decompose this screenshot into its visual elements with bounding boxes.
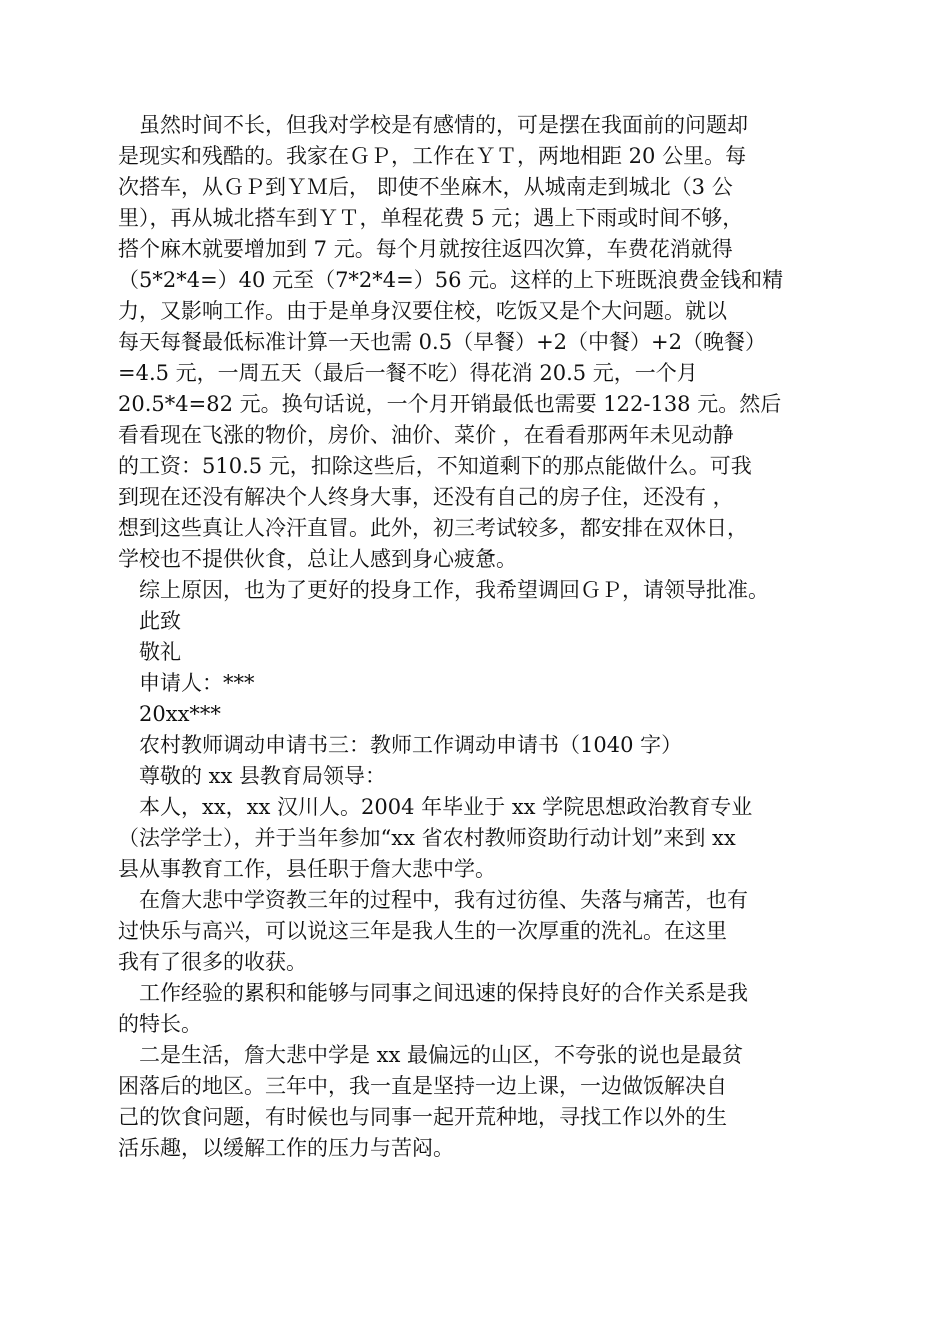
text-line: 活乐趣，以缓解工作的压力与苦闷。 (118, 1136, 454, 1160)
text-line: 学校也不提供伙食，总让人感到身心疲惫。 (118, 547, 517, 571)
text-line: 过快乐与高兴，可以说这三年是我人生的一次厚重的洗礼。在这里 (118, 919, 727, 943)
text-line: 20.5*4=82 元。换句话说，一个月开销最低也需要 122-138 元。然后 (118, 392, 782, 416)
text-line: 尊敬的 xx 县教育局领导： (118, 764, 387, 788)
text-line: （法学学士），并于当年参加“xx 省农村教师资助行动计划”来到 xx (118, 826, 736, 850)
text-line: =4.5 元，一周五天（最后一餐不吃）得花消 20.5 元，一个月 (118, 361, 698, 385)
text-line: 农村教师调动申请书三：教师工作调动申请书（1040 字） (118, 733, 683, 757)
text-line: 本人，xx，xx 汉川人。2004 年毕业于 xx 学院思想政治教育专业 (118, 795, 753, 819)
text-line: 搭个麻木就要增加到 7 元。每个月就按往返四次算，车费花消就得 (118, 237, 733, 261)
text-line: 二是生活，詹大悲中学是 xx 最偏远的山区，不夸张的说也是最贫 (118, 1043, 744, 1067)
text-line: 的工资：510.5 元，扣除这些后，不知道剩下的那点能做什么。可我 (118, 454, 752, 478)
text-line: 敬礼 (118, 640, 181, 664)
text-line: 困落后的地区。三年中，我一直是坚持一边上课，一边做饭解决自 (118, 1074, 727, 1098)
text-line: 此致 (118, 609, 181, 633)
text-line: 到现在还没有解决个人终身大事，还没有自己的房子住，还没有 ， (118, 485, 734, 509)
text-line: 次搭车，从ＧＰ到ＹＭ后， 即使不坐麻木，从城南走到城北（3 公 (118, 175, 733, 199)
text-line: 力，又影响工作。由于是单身汉要住校，吃饭又是个大问题。就以 (118, 299, 727, 323)
text-line: 我有了很多的收获。 (118, 950, 307, 974)
text-line: 己的饮食问题，有时候也与同事一起开荒种地，寻找工作以外的生 (118, 1105, 727, 1129)
text-line: 虽然时间不长，但我对学校是有感情的，可是摆在我面前的问题却 (118, 113, 748, 137)
text-line: 是现实和残酷的。我家在ＧＰ，工作在ＹＴ，两地相距 20 公里。每 (118, 144, 747, 168)
text-line: 申请人：*** (118, 671, 255, 695)
text-line: 县从事教育工作，县任职于詹大悲中学。 (118, 857, 496, 881)
text-line: 看看现在飞涨的物价，房价、油价、菜价 ，在看看那两年未见动静 (118, 423, 734, 447)
text-line: 20xx*** (118, 702, 221, 726)
text-line: 想到这些真让人冷汗直冒。此外，初三考试较多，都安排在双休日， (118, 516, 748, 540)
text-line: （5*2*4=）40 元至（7*2*4=）56 元。这样的上下班既浪费金钱和精 (118, 268, 784, 292)
text-line: 在詹大悲中学资教三年的过程中，我有过彷徨、失落与痛苦，也有 (118, 888, 748, 912)
text-line: 每天每餐最低标准计算一天也需 0.5（早餐）+2（中餐）+2（晚餐） (118, 330, 766, 354)
text-line: 工作经验的累积和能够与同事之间迅速的保持良好的合作关系是我 (118, 981, 748, 1005)
text-line: 里），再从城北搭车到ＹＴ，单程花费 5 元；遇上下雨或时间不够， (118, 206, 744, 230)
text-line: 综上原因，也为了更好的投身工作，我希望调回ＧＰ，请领导批准。 (118, 578, 769, 602)
text-line: 的特长。 (118, 1012, 202, 1036)
